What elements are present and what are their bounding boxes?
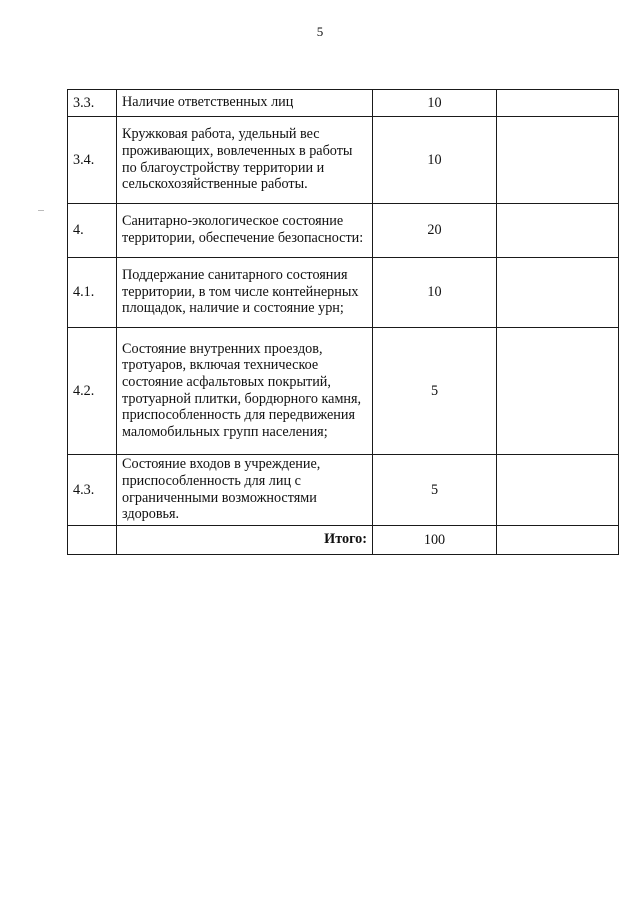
row-number: 3.3. [68,90,117,117]
row-score: 5 [373,328,497,455]
row-number: 4.2. [68,328,117,455]
row-number: 4.3. [68,455,117,526]
row-description: Санитарно-экологическое состояние территории, обеспечение безопасности: [117,204,373,258]
row-score: 10 [373,117,497,204]
row-score: 10 [373,90,497,117]
row-blank-cell [497,204,619,258]
table-row [68,204,619,258]
row-number: 4.1. [68,258,117,328]
total-row [68,526,619,555]
row-description: Наличие ответственных лиц [117,90,373,117]
row-blank-cell [497,117,619,204]
page-number: 5 [316,24,324,39]
total-label: Итого: [117,526,373,555]
table-row [68,258,619,328]
table-row [68,90,619,117]
total-score: 100 [373,526,497,555]
table-row [68,328,619,455]
table-row [68,117,619,204]
margin-mark [38,210,44,211]
row-blank-cell [497,258,619,328]
row-blank-cell [497,90,619,117]
row-description: Кружковая работа, удельный вес проживающих, вовлеченных в работы по благоустройству территории и сельскохозяйственные работы. [117,117,373,204]
row-score: 5 [373,455,497,526]
row-description: Состояние внутренних проездов, тротуаров, включая техническое состояние асфальтовых покрытий, тротуарной плитки, бордюрного камня, приспособленность для передвижения маломобильных групп населения; [117,328,373,455]
row-blank-cell [497,455,619,526]
table-row [68,455,619,526]
row-description: Состояние входов в учреждение, приспособленность для лиц с ограниченными возможностями здоровья. [117,455,373,526]
row-number: 3.4. [68,117,117,204]
row-blank-cell [497,328,619,455]
total-blank-cell [497,526,619,555]
row-description: Поддержание санитарного состояния территории, в том числе контейнерных площадок, наличие и состояние урн; [117,258,373,328]
total-number-cell [68,526,117,555]
row-score: 20 [373,204,497,258]
criteria-table [67,89,619,555]
row-score: 10 [373,258,497,328]
row-number: 4. [68,204,117,258]
